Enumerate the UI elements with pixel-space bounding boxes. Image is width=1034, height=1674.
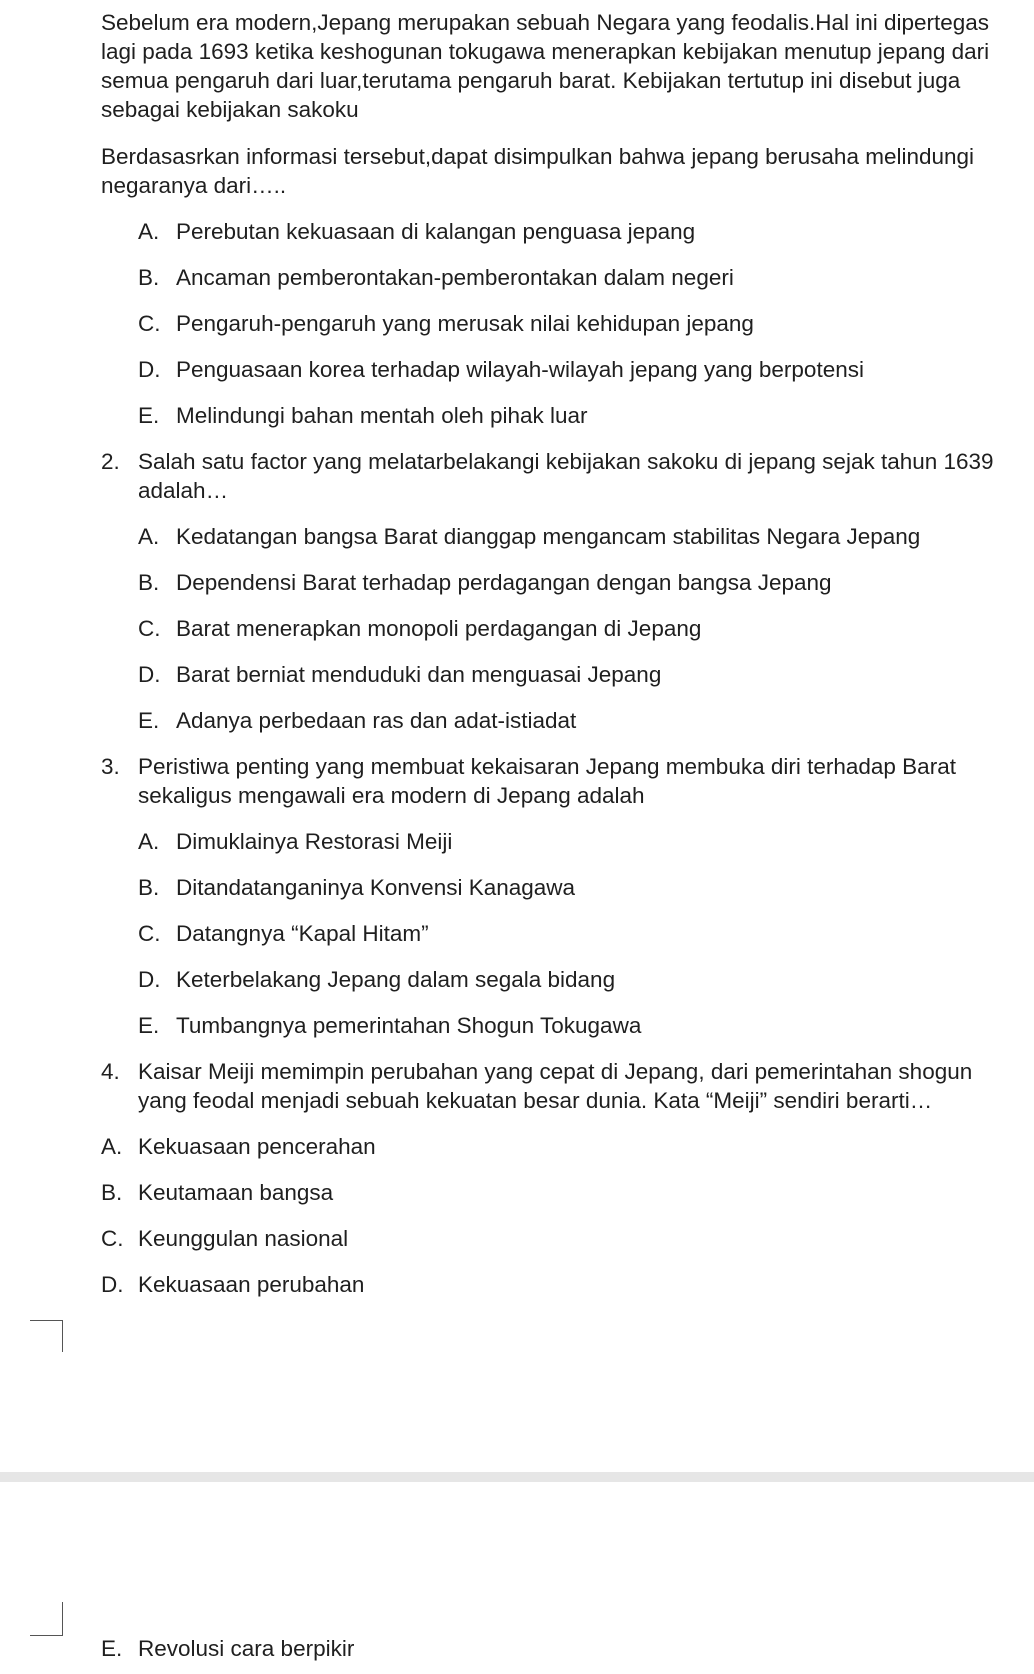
q4-line-2: yang feodal menjadi sebuah kekuatan besar dunia. Kata “Meiji” sendiri berarti… — [138, 1088, 933, 1113]
q2-option-c-text: Barat menerapkan monopoli perdagangan di Jepang — [176, 616, 702, 641]
q4-number: 4. — [101, 1059, 120, 1084]
q4-option-a-text: Kekuasaan pencerahan — [138, 1134, 376, 1159]
q3-option-c-letter: C. — [138, 921, 161, 946]
intro-line-2: lagi pada 1693 ketika keshogunan tokugawa menerapkan kebijakan menutup jepang dari — [101, 39, 990, 64]
q3-option-d-text: Keterbelakang Jepang dalam segala bidang — [176, 967, 616, 992]
crop-mark-horizontal-2 — [30, 1635, 63, 1636]
q1-option-b-text: Ancaman pemberontakan-pemberontakan dalam negeri — [176, 265, 734, 290]
crop-mark-vertical — [62, 1320, 63, 1352]
q4-option-d-text: Kekuasaan perubahan — [138, 1272, 365, 1297]
q3-option-b-text: Ditandatanganinya Konvensi Kanagawa — [176, 875, 576, 900]
q4-line-1: Kaisar Meiji memimpin perubahan yang cepat di Jepang, dari pemerintahan shogun — [138, 1059, 973, 1084]
q4-option-e-text: Revolusi cara berpikir — [138, 1636, 355, 1661]
q4-option-e-letter: E. — [101, 1636, 123, 1661]
q3-option-d-letter: D. — [138, 967, 161, 992]
q1-option-d-letter: D. — [138, 357, 161, 382]
q4-option-b-text: Keutamaan bangsa — [138, 1180, 334, 1205]
q2-option-a-text: Kedatangan bangsa Barat dianggap mengancam stabilitas Negara Jepang — [176, 524, 921, 549]
q4-option-b-letter: B. — [101, 1180, 123, 1205]
document-page-2 — [0, 1482, 1034, 1674]
q3-number: 3. — [101, 754, 120, 779]
intro-line-1: Sebelum era modern,Jepang merupakan sebuah Negara yang feodalis.Hal ini dipertegas — [101, 10, 990, 35]
q1-option-a-letter: A. — [138, 219, 160, 244]
q1-option-d-text: Penguasaan korea terhadap wilayah-wilayah jepang yang berpotensi — [176, 357, 864, 382]
q3-option-e-text: Tumbangnya pemerintahan Shogun Tokugawa — [176, 1013, 642, 1038]
q2-option-b-text: Dependensi Barat terhadap perdagangan dengan bangsa Jepang — [176, 570, 832, 595]
q2-option-e-letter: E. — [138, 708, 160, 733]
q4-option-a-letter: A. — [101, 1134, 123, 1159]
q2-option-e-text: Adanya perbedaan ras dan adat-istiadat — [176, 708, 577, 733]
q1-option-b-letter: B. — [138, 265, 160, 290]
q2-option-d-text: Barat berniat menduduki dan menguasai Jepang — [176, 662, 662, 687]
q2-option-d-letter: D. — [138, 662, 161, 687]
q4-option-c-text: Keunggulan nasional — [138, 1226, 349, 1251]
q2-line-2: adalah… — [138, 478, 229, 503]
q1-line-2: negaranya dari….. — [101, 173, 287, 198]
intro-line-3: semua pengaruh dari luar,terutama pengaruh barat. Kebijakan tertutup ini disebut juga — [101, 68, 961, 93]
q3-option-e-letter: E. — [138, 1013, 160, 1038]
q4-option-d-letter: D. — [101, 1272, 124, 1297]
q3-line-1: Peristiwa penting yang membuat kekaisaran Jepang membuka diri terhadap Barat — [138, 754, 956, 779]
q1-option-c-text: Pengaruh-pengaruh yang merusak nilai kehidupan jepang — [176, 311, 754, 336]
q4-option-c-letter: C. — [101, 1226, 124, 1251]
q1-option-e-text: Melindungi bahan mentah oleh pihak luar — [176, 403, 588, 428]
crop-mark-horizontal — [30, 1320, 63, 1321]
q1-option-e-letter: E. — [138, 403, 160, 428]
page-break-gap — [0, 1472, 1034, 1482]
q2-option-b-letter: B. — [138, 570, 160, 595]
q1-option-a-text: Perebutan kekuasaan di kalangan penguasa jepang — [176, 219, 696, 244]
q1-option-c-letter: C. — [138, 311, 161, 336]
q3-line-2: sekaligus mengawali era modern di Jepang adalah — [138, 783, 645, 808]
q3-option-b-letter: B. — [138, 875, 160, 900]
q2-line-1: Salah satu factor yang melatarbelakangi kebijakan sakoku di jepang sejak tahun 1639 — [138, 449, 994, 474]
q3-option-c-text: Datangnya “Kapal Hitam” — [176, 921, 429, 946]
q3-option-a-text: Dimuklainya Restorasi Meiji — [176, 829, 453, 854]
intro-line-4: sebagai kebijakan sakoku — [101, 97, 359, 122]
q2-option-a-letter: A. — [138, 524, 160, 549]
q2-number: 2. — [101, 449, 120, 474]
crop-mark-vertical-2 — [62, 1602, 63, 1636]
q1-line-1: Berdasasrkan informasi tersebut,dapat disimpulkan bahwa jepang berusaha melindungi — [101, 144, 975, 169]
q2-option-c-letter: C. — [138, 616, 161, 641]
q3-option-a-letter: A. — [138, 829, 160, 854]
